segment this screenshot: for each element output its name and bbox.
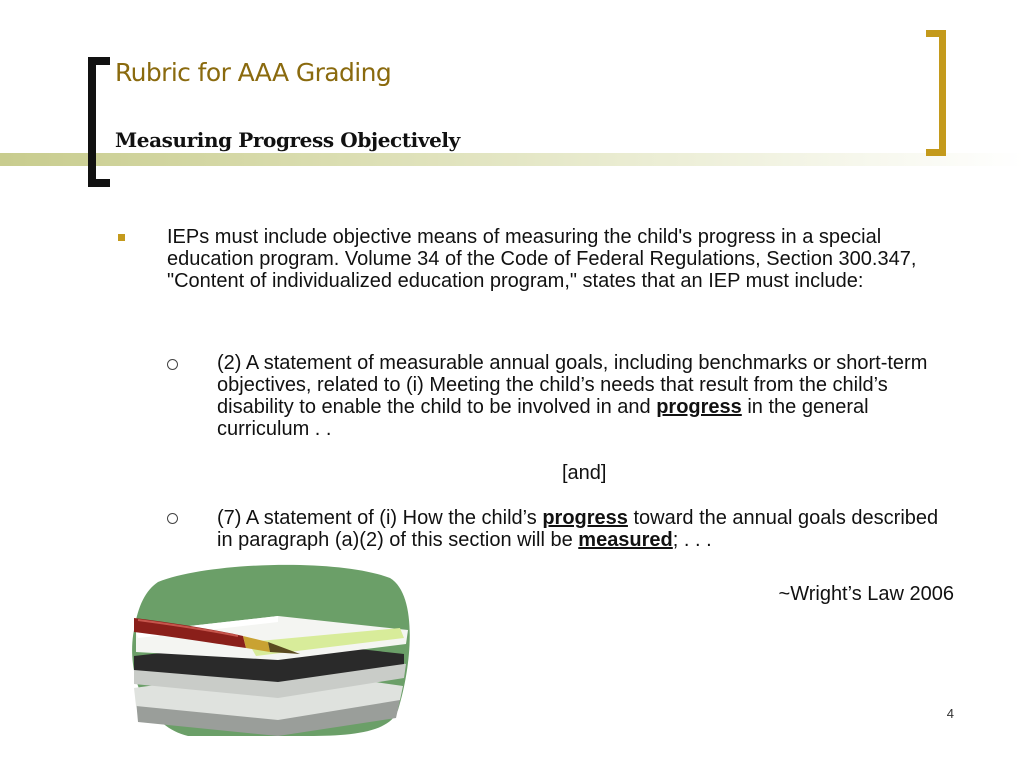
item-7-emphasis-measured: measured bbox=[578, 529, 673, 551]
item-2-text-after: in the general curriculum . . bbox=[217, 396, 869, 440]
header-band bbox=[0, 153, 1024, 166]
citation: ~Wright’s Law 2006 bbox=[778, 583, 954, 605]
circle-bullet-icon bbox=[167, 359, 178, 370]
intro-paragraph: IEPs must include objective means of measuring the child's progress in a special education program. Volume 34 of the Code of Federal Regulations, Section 300.347, "Content of individualized education program," states that an IEP must include: bbox=[167, 226, 917, 292]
square-bullet-icon bbox=[118, 234, 125, 241]
pen-on-notebook-clipart-icon bbox=[128, 560, 410, 736]
item-7-text-middle: toward the annual goals described in paragraph (a)(2) of this section will be bbox=[217, 507, 939, 551]
item-7-text-after: ; . . . bbox=[672, 529, 712, 551]
right-bracket-decoration bbox=[926, 30, 946, 156]
item-7-emphasis-progress: progress bbox=[542, 507, 628, 529]
and-connector: [and] bbox=[562, 462, 607, 484]
item-7-paragraph bbox=[217, 507, 957, 551]
circle-bullet-icon bbox=[167, 513, 178, 524]
item-7-text-before: (7) A statement of (i) How the child’s bbox=[217, 507, 543, 529]
item-2-text-before: (2) A statement of measurable annual goals, including benchmarks or short-term objectives, related to (i) Meeting the child’s needs that result from the child’s disability to enable the child to be involved in and bbox=[217, 352, 928, 418]
slide-subtitle: Measuring Progress Objectively bbox=[115, 128, 460, 152]
slide-title: Rubric for AAA Grading bbox=[115, 58, 392, 87]
item-2-paragraph bbox=[217, 352, 957, 440]
item-2-emphasis-progress: progress bbox=[656, 396, 742, 418]
left-bracket-decoration bbox=[88, 57, 110, 187]
page-number: 4 bbox=[946, 706, 954, 721]
